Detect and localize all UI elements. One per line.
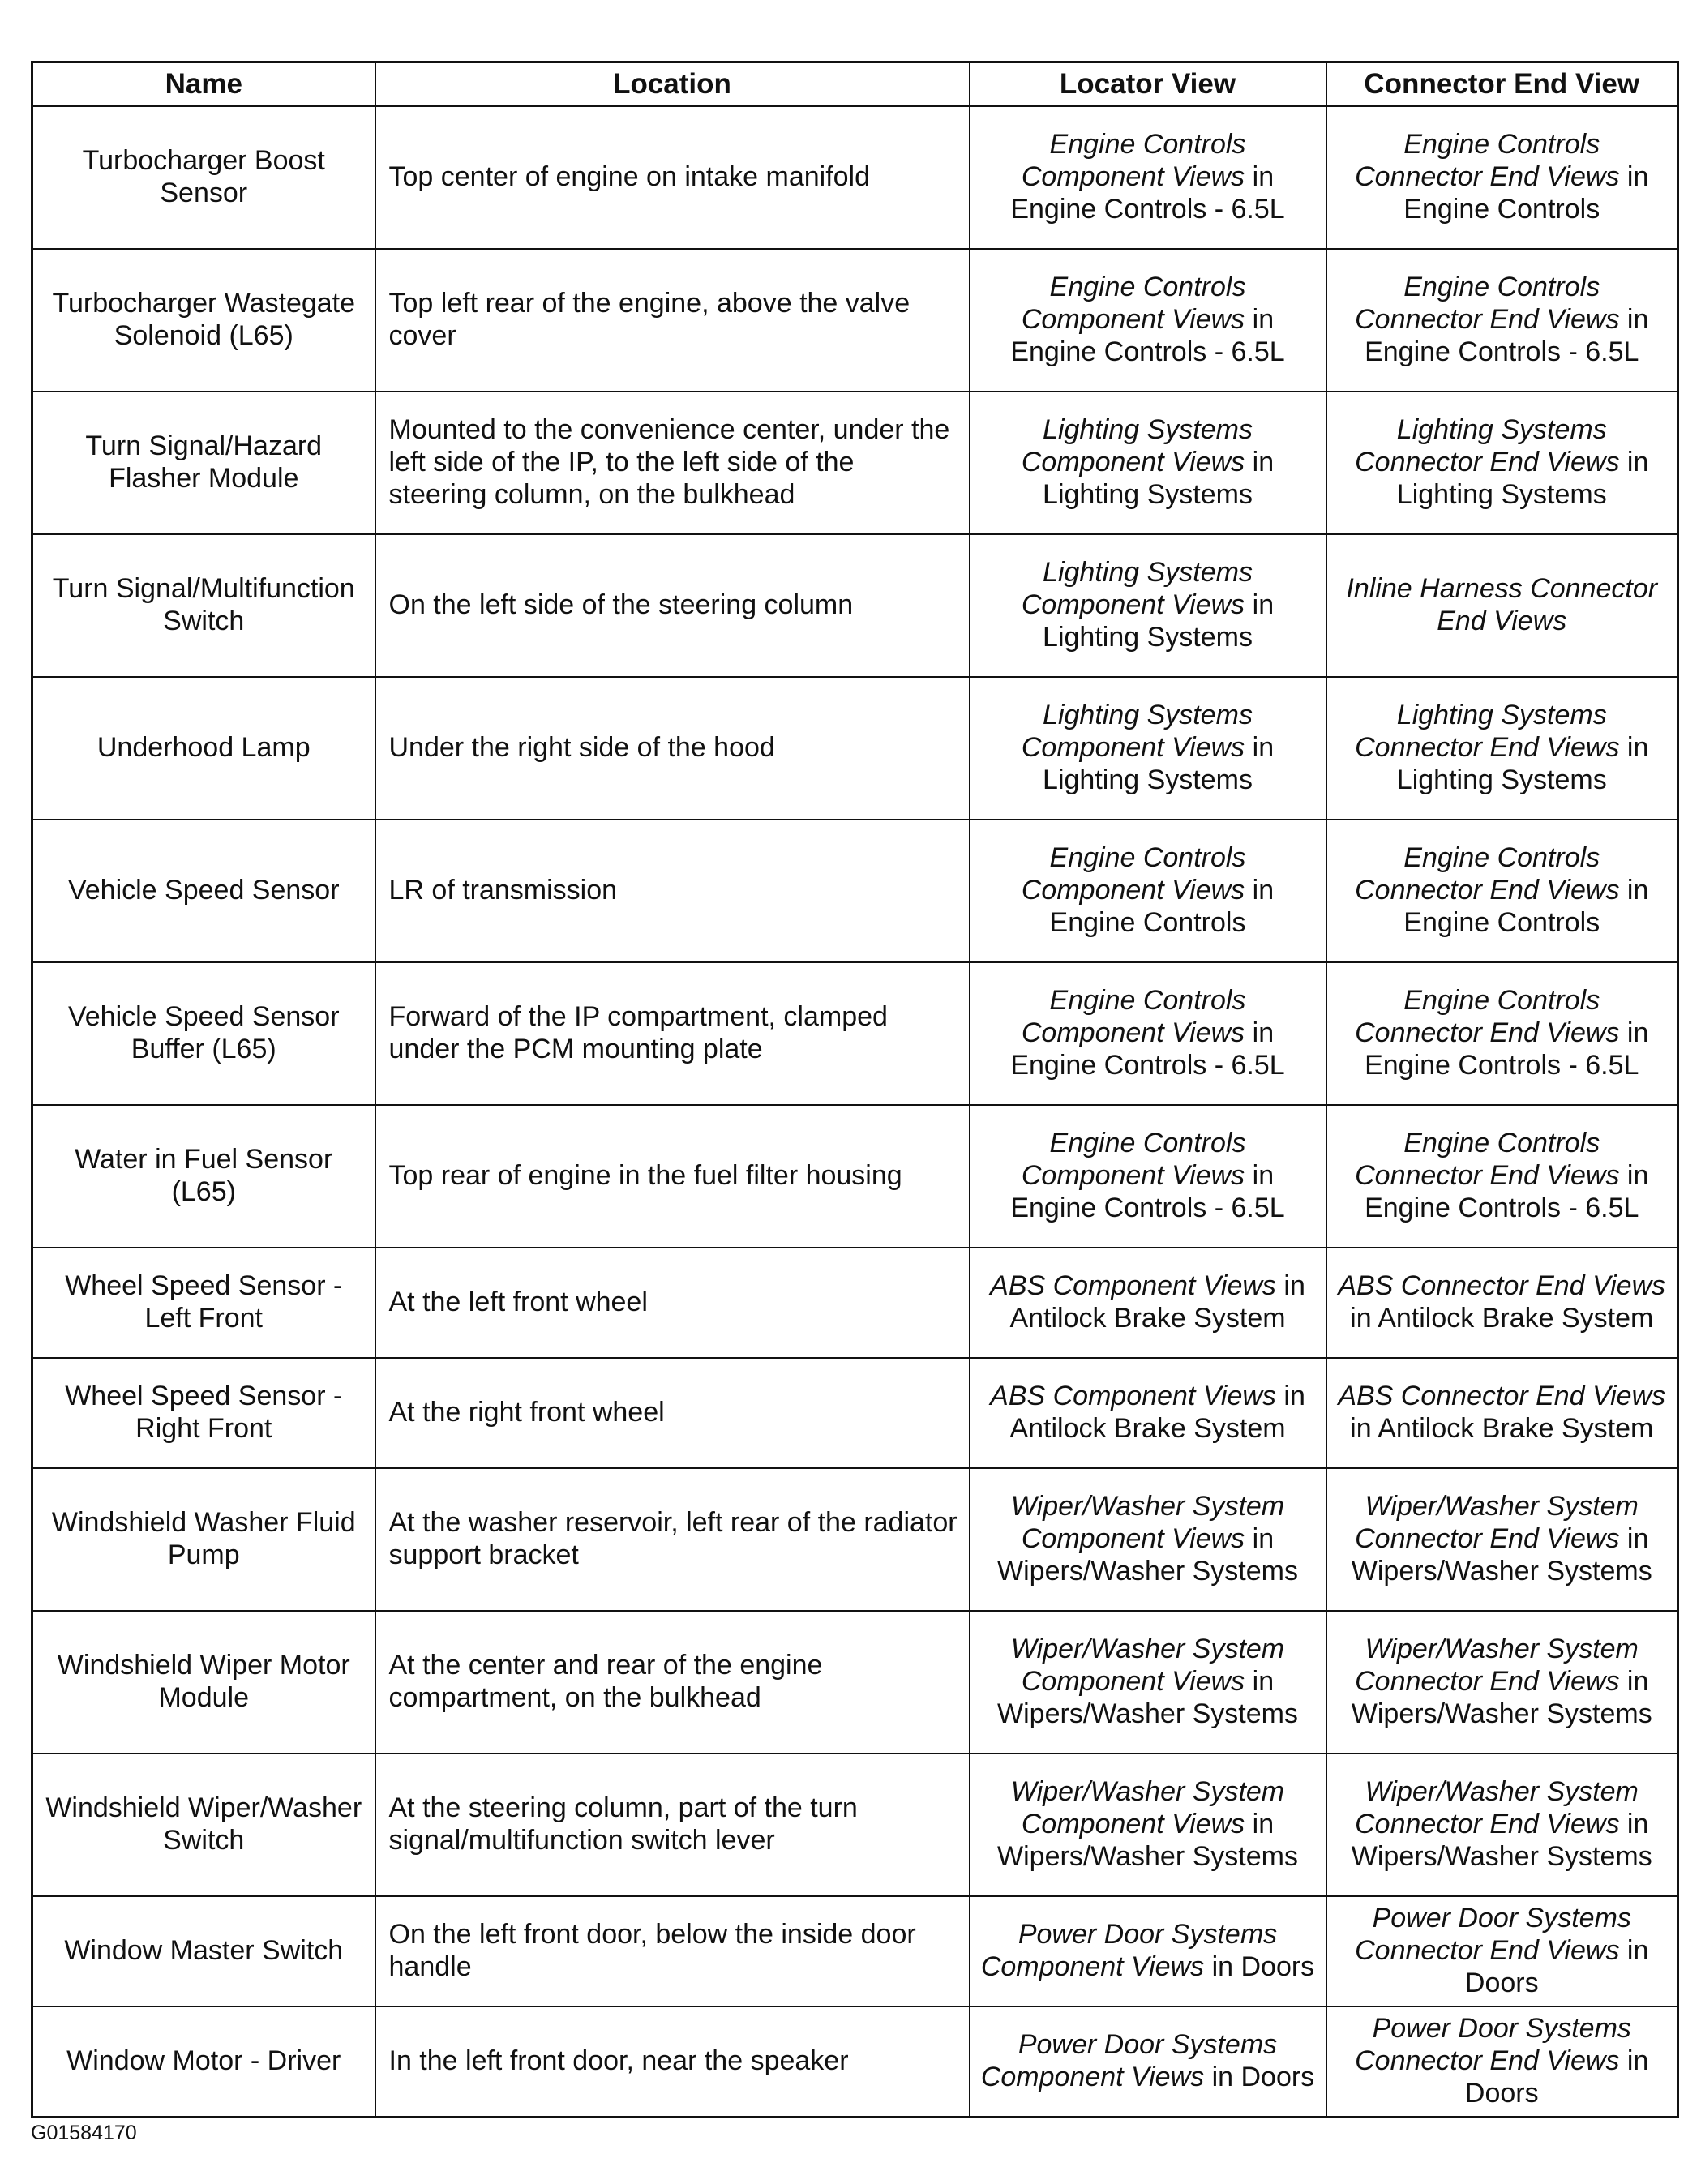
component-name-cell: Window Motor - Driver bbox=[32, 2006, 375, 2118]
locator-view-cell-italic-text: Engine Controls Component Views bbox=[1021, 1128, 1246, 1192]
connector-end-view-cell-plain-text: in Wipers/Washer Systems bbox=[1351, 1523, 1652, 1587]
table-row bbox=[32, 2006, 1678, 2118]
connector-end-view-cell bbox=[1326, 1611, 1678, 1754]
locator-view-cell-italic-text: Wiper/Washer System Component Views bbox=[1010, 1491, 1285, 1555]
locator-view-cell bbox=[970, 2006, 1326, 2118]
component-location-cell: On the left front door, below the inside door handle bbox=[375, 1896, 970, 2006]
locator-view-cell-italic-text: ABS Component Views bbox=[990, 1381, 1276, 1412]
locator-view-cell bbox=[970, 106, 1326, 249]
component-locator-table-sheet bbox=[31, 61, 1677, 2118]
connector-end-view-cell-italic-text: Engine Controls Connector End Views bbox=[1355, 129, 1620, 193]
locator-view-cell-plain-text: in Engine Controls - 6.5L bbox=[1010, 1017, 1285, 1081]
locator-view-cell-italic-text: Engine Controls Component Views bbox=[1021, 842, 1246, 906]
table-header-row bbox=[32, 62, 1678, 107]
component-name-cell: Wheel Speed Sensor - Left Front bbox=[32, 1248, 375, 1358]
component-location-cell: Under the right side of the hood bbox=[375, 677, 970, 820]
connector-end-view-cell-plain-text: in Engine Controls - 6.5L bbox=[1365, 1160, 1649, 1223]
locator-view-cell bbox=[970, 1105, 1326, 1248]
component-location-cell: At the washer reservoir, left rear of the radiator support bracket bbox=[375, 1468, 970, 1611]
connector-end-view-cell bbox=[1326, 962, 1678, 1105]
figure-code: G01584170 bbox=[31, 2122, 137, 2144]
locator-view-cell-italic-text: Lighting Systems Component Views bbox=[1021, 414, 1253, 478]
connector-end-view-cell-plain-text: in Wipers/Washer Systems bbox=[1351, 1809, 1652, 1872]
connector-end-view-cell bbox=[1326, 1754, 1678, 1896]
table-row bbox=[32, 1896, 1678, 2006]
connector-end-view-cell bbox=[1326, 1248, 1678, 1358]
locator-view-cell bbox=[970, 1896, 1326, 2006]
locator-view-cell-plain-text: in Doors bbox=[1211, 1951, 1315, 1982]
connector-end-view-cell-plain-text: in Antilock Brake System bbox=[1350, 1303, 1654, 1334]
table-row bbox=[32, 677, 1678, 820]
connector-end-view-cell-plain-text: in Doors bbox=[1464, 1935, 1649, 1998]
connector-end-view-cell-plain-text: in Wipers/Washer Systems bbox=[1351, 1666, 1652, 1729]
locator-view-cell bbox=[970, 962, 1326, 1105]
connector-end-view-cell-plain-text: in Antilock Brake System bbox=[1350, 1413, 1654, 1444]
table-row bbox=[32, 1754, 1678, 1896]
table-row bbox=[32, 962, 1678, 1105]
connector-end-view-cell-plain-text: in Engine Controls bbox=[1403, 161, 1649, 225]
connector-end-view-cell-italic-text: Engine Controls Connector End Views bbox=[1355, 985, 1620, 1049]
connector-end-view-cell-italic-text: Lighting Systems Connector End Views bbox=[1355, 700, 1620, 764]
connector-end-view-cell bbox=[1326, 1358, 1678, 1468]
connector-end-view-cell bbox=[1326, 534, 1678, 677]
component-location-cell: Top left rear of the engine, above the valve cover bbox=[375, 249, 970, 392]
table-body bbox=[32, 106, 1678, 2118]
locator-view-cell bbox=[970, 1248, 1326, 1358]
component-name-cell: Windshield Wiper Motor Module bbox=[32, 1611, 375, 1754]
table-row bbox=[32, 1248, 1678, 1358]
connector-end-view-cell-italic-text: Power Door Systems Connector End Views bbox=[1355, 2013, 1631, 2077]
table-row bbox=[32, 392, 1678, 534]
component-location-cell: At the left front wheel bbox=[375, 1248, 970, 1358]
connector-end-view-cell-plain-text: in Engine Controls - 6.5L bbox=[1365, 304, 1649, 367]
component-location-cell: At the right front wheel bbox=[375, 1358, 970, 1468]
locator-view-cell-italic-text: Engine Controls Component Views bbox=[1021, 985, 1246, 1049]
locator-view-cell-plain-text: in Wipers/Washer Systems bbox=[997, 1809, 1298, 1872]
component-location-cell: LR of transmission bbox=[375, 820, 970, 962]
header-locator-view: Locator View bbox=[970, 62, 1326, 107]
locator-view-cell-plain-text: in Engine Controls bbox=[1049, 875, 1275, 938]
connector-end-view-cell bbox=[1326, 249, 1678, 392]
locator-view-cell bbox=[970, 1611, 1326, 1754]
component-location-cell: At the steering column, part of the turn signal/multifunction switch lever bbox=[375, 1754, 970, 1896]
locator-view-cell-plain-text: in Wipers/Washer Systems bbox=[997, 1523, 1298, 1587]
locator-view-cell bbox=[970, 1358, 1326, 1468]
table-row bbox=[32, 249, 1678, 392]
locator-view-cell-italic-text: ABS Component Views bbox=[990, 1270, 1276, 1302]
component-location-cell: Forward of the IP compartment, clamped under the PCM mounting plate bbox=[375, 962, 970, 1105]
component-locator-table bbox=[31, 61, 1679, 2118]
component-name-cell: Window Master Switch bbox=[32, 1896, 375, 2006]
locator-view-cell bbox=[970, 820, 1326, 962]
locator-view-cell bbox=[970, 249, 1326, 392]
table-row bbox=[32, 1105, 1678, 1248]
connector-end-view-cell-italic-text: Wiper/Washer System Connector End Views bbox=[1355, 1634, 1639, 1698]
connector-end-view-cell-italic-text: Engine Controls Connector End Views bbox=[1355, 842, 1620, 906]
locator-view-cell-italic-text: Engine Controls Component Views bbox=[1021, 129, 1246, 193]
locator-view-cell-plain-text: in Wipers/Washer Systems bbox=[997, 1666, 1298, 1729]
table-row bbox=[32, 820, 1678, 962]
header-location: Location bbox=[375, 62, 970, 107]
component-name-cell: Wheel Speed Sensor - Right Front bbox=[32, 1358, 375, 1468]
locator-view-cell-plain-text: in Lighting Systems bbox=[1043, 447, 1275, 510]
connector-end-view-cell-plain-text: in Engine Controls bbox=[1403, 875, 1649, 938]
connector-end-view-cell bbox=[1326, 106, 1678, 249]
connector-end-view-cell-italic-text: Engine Controls Connector End Views bbox=[1355, 272, 1620, 336]
locator-view-cell-plain-text: in Engine Controls - 6.5L bbox=[1010, 1160, 1285, 1223]
component-name-cell: Windshield Wiper/Washer Switch bbox=[32, 1754, 375, 1896]
locator-view-cell bbox=[970, 392, 1326, 534]
locator-view-cell-plain-text: in Lighting Systems bbox=[1043, 732, 1275, 795]
connector-end-view-cell bbox=[1326, 820, 1678, 962]
locator-view-cell-plain-text: in Antilock Brake System bbox=[1009, 1381, 1305, 1444]
connector-end-view-cell-italic-text: Wiper/Washer System Connector End Views bbox=[1355, 1491, 1639, 1555]
locator-view-cell-italic-text: Lighting Systems Component Views bbox=[1021, 700, 1253, 764]
locator-view-cell bbox=[970, 534, 1326, 677]
locator-view-cell-plain-text: in Lighting Systems bbox=[1043, 589, 1275, 653]
table-row bbox=[32, 1468, 1678, 1611]
locator-view-cell-italic-text: Power Door Systems Component Views bbox=[980, 1919, 1278, 1982]
locator-view-cell bbox=[970, 1468, 1326, 1611]
component-name-cell: Underhood Lamp bbox=[32, 677, 375, 820]
locator-view-cell-italic-text: Engine Controls Component Views bbox=[1021, 272, 1246, 336]
table-row bbox=[32, 1358, 1678, 1468]
connector-end-view-cell-italic-text: Inline Harness Connector End Views bbox=[1346, 573, 1658, 636]
connector-end-view-cell-italic-text: Wiper/Washer System Connector End Views bbox=[1355, 1776, 1639, 1840]
component-location-cell: On the left side of the steering column bbox=[375, 534, 970, 677]
connector-end-view-cell bbox=[1326, 392, 1678, 534]
locator-view-cell-plain-text: in Engine Controls - 6.5L bbox=[1010, 304, 1285, 367]
locator-view-cell-italic-text: Lighting Systems Component Views bbox=[1021, 557, 1253, 621]
connector-end-view-cell-plain-text: in Lighting Systems bbox=[1396, 732, 1649, 795]
table-row bbox=[32, 106, 1678, 249]
locator-view-cell bbox=[970, 1754, 1326, 1896]
connector-end-view-cell-plain-text: in Lighting Systems bbox=[1396, 447, 1649, 510]
connector-end-view-cell-italic-text: ABS Connector End Views bbox=[1338, 1270, 1666, 1302]
component-name-cell: Vehicle Speed Sensor bbox=[32, 820, 375, 962]
component-name-cell: Turn Signal/Hazard Flasher Module bbox=[32, 392, 375, 534]
connector-end-view-cell-plain-text: in Engine Controls - 6.5L bbox=[1365, 1017, 1649, 1081]
component-name-cell: Turbocharger Boost Sensor bbox=[32, 106, 375, 249]
locator-view-cell-italic-text: Power Door Systems Component Views bbox=[980, 2029, 1278, 2092]
locator-view-cell-italic-text: Wiper/Washer System Component Views bbox=[1010, 1634, 1285, 1698]
connector-end-view-cell-italic-text: Engine Controls Connector End Views bbox=[1355, 1128, 1620, 1192]
locator-view-cell-plain-text: in Antilock Brake System bbox=[1009, 1270, 1305, 1334]
connector-end-view-cell-italic-text: ABS Connector End Views bbox=[1338, 1381, 1666, 1412]
component-name-cell: Turn Signal/Multifunction Switch bbox=[32, 534, 375, 677]
component-name-cell: Water in Fuel Sensor (L65) bbox=[32, 1105, 375, 1248]
connector-end-view-cell-plain-text: in Doors bbox=[1464, 2045, 1649, 2109]
connector-end-view-cell-italic-text: Lighting Systems Connector End Views bbox=[1355, 414, 1620, 478]
component-name-cell: Turbocharger Wastegate Solenoid (L65) bbox=[32, 249, 375, 392]
component-location-cell: Top rear of engine in the fuel filter housing bbox=[375, 1105, 970, 1248]
connector-end-view-cell bbox=[1326, 1896, 1678, 2006]
connector-end-view-cell-italic-text: Power Door Systems Connector End Views bbox=[1355, 1903, 1631, 1967]
locator-view-cell bbox=[970, 677, 1326, 820]
connector-end-view-cell bbox=[1326, 2006, 1678, 2118]
table-row bbox=[32, 534, 1678, 677]
locator-view-cell-plain-text: in Engine Controls - 6.5L bbox=[1010, 161, 1285, 225]
component-location-cell: At the center and rear of the engine compartment, on the bulkhead bbox=[375, 1611, 970, 1754]
component-location-cell: Mounted to the convenience center, under the left side of the IP, to the left side of the steering column, on the bulkhead bbox=[375, 392, 970, 534]
connector-end-view-cell bbox=[1326, 1105, 1678, 1248]
header-name: Name bbox=[32, 62, 375, 107]
connector-end-view-cell bbox=[1326, 1468, 1678, 1611]
locator-view-cell-plain-text: in Doors bbox=[1211, 2062, 1315, 2092]
locator-view-cell-italic-text: Wiper/Washer System Component Views bbox=[1010, 1776, 1285, 1840]
component-name-cell: Vehicle Speed Sensor Buffer (L65) bbox=[32, 962, 375, 1105]
table-row bbox=[32, 1611, 1678, 1754]
component-location-cell: Top center of engine on intake manifold bbox=[375, 106, 970, 249]
component-name-cell: Windshield Washer Fluid Pump bbox=[32, 1468, 375, 1611]
connector-end-view-cell bbox=[1326, 677, 1678, 820]
component-location-cell: In the left front door, near the speaker bbox=[375, 2006, 970, 2118]
header-connector-end-view: Connector End View bbox=[1326, 62, 1678, 107]
